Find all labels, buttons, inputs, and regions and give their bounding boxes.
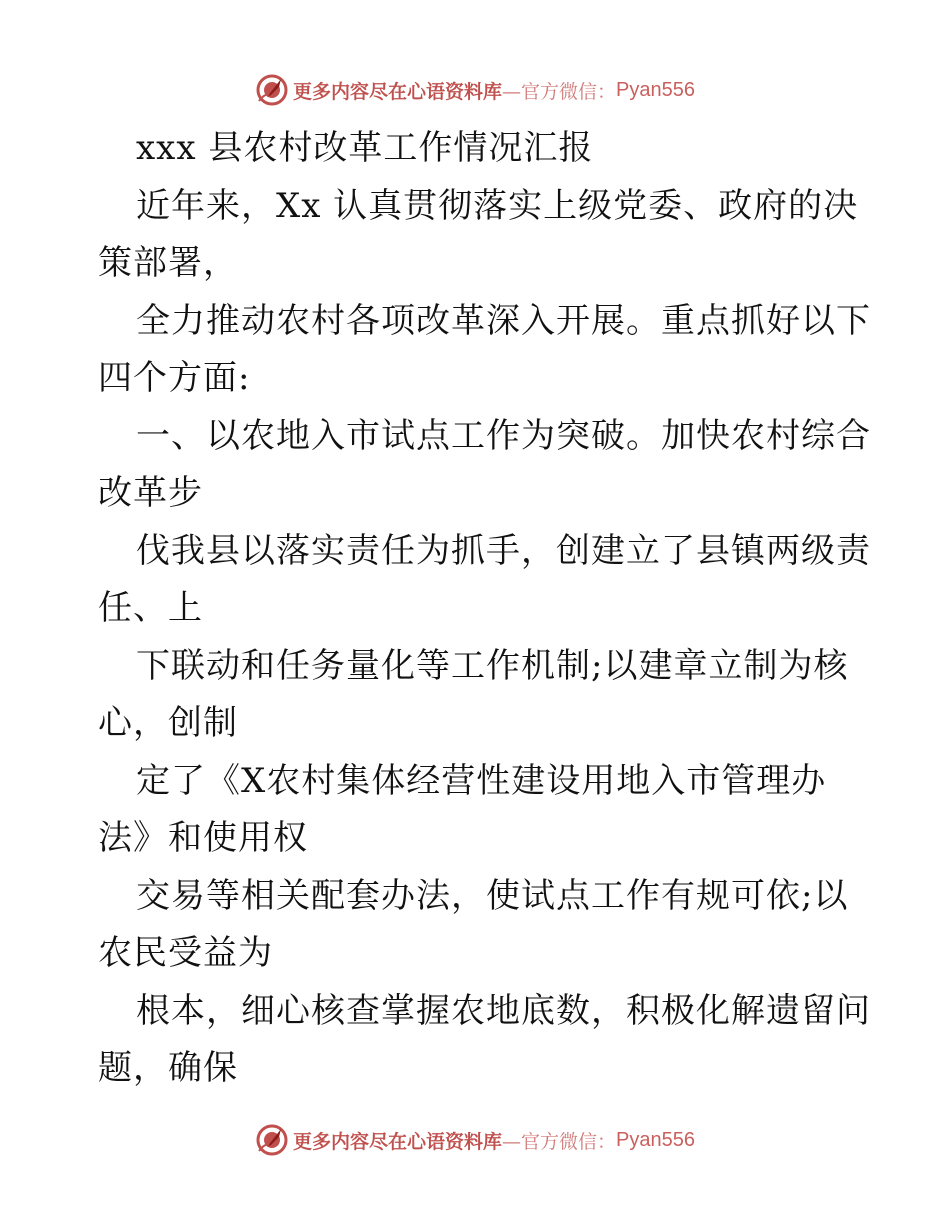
banner-text: 更多内容尽在心语资料库 — [293, 1130, 503, 1153]
text-line: 一、以农地入市试点工作为突破。加快农村综合 — [136, 415, 871, 456]
text-line: 四个方面: — [98, 358, 251, 398]
footer-banner — [0, 1120, 950, 1160]
text-line: 改革步 — [98, 473, 203, 513]
quill-logo-icon — [255, 73, 289, 107]
text-line: 交易等相关配套办法，使试点工作有规可依;以 — [136, 875, 849, 916]
text-line: 伐我县以落实责任为抓手，创建立了县镇两级责 — [136, 530, 871, 571]
text-line: 下联动和任务量化等工作机制;以建章立制为核 — [136, 645, 849, 686]
text-line: 心，创制 — [98, 703, 238, 743]
text-line: 全力推动农村各项改革深入开展。重点抓好以下 — [136, 300, 871, 341]
text-line: 策部署， — [98, 243, 238, 283]
document-title: xxx 县农村改革工作情况汇报 — [136, 128, 594, 168]
text-line: 法》和使用权 — [98, 818, 308, 858]
text-line: 农民受益为 — [98, 933, 273, 973]
text-line: 定了《X农村集体经营性建设用地入市管理办 — [136, 760, 827, 801]
text-line: 题，确保 — [98, 1048, 238, 1088]
text-line: 根本，细心核查掌握农地底数，积极化解遗留问 — [136, 990, 871, 1031]
banner-wechat-id: Pyan556 — [616, 1128, 695, 1151]
banner-wechat-id: Pyan556 — [616, 78, 695, 101]
banner-separator: —官方微信： — [502, 1130, 617, 1153]
text-line: 近年来，Xx 认真贯彻落实上级党委、政府的决 — [136, 185, 859, 226]
header-banner — [0, 70, 950, 110]
text-line: 任、上 — [98, 588, 203, 628]
document-body — [98, 120, 871, 1098]
banner-text: 更多内容尽在心语资料库 — [293, 80, 503, 103]
banner-separator: —官方微信： — [502, 80, 617, 103]
quill-logo-icon — [255, 1123, 289, 1157]
